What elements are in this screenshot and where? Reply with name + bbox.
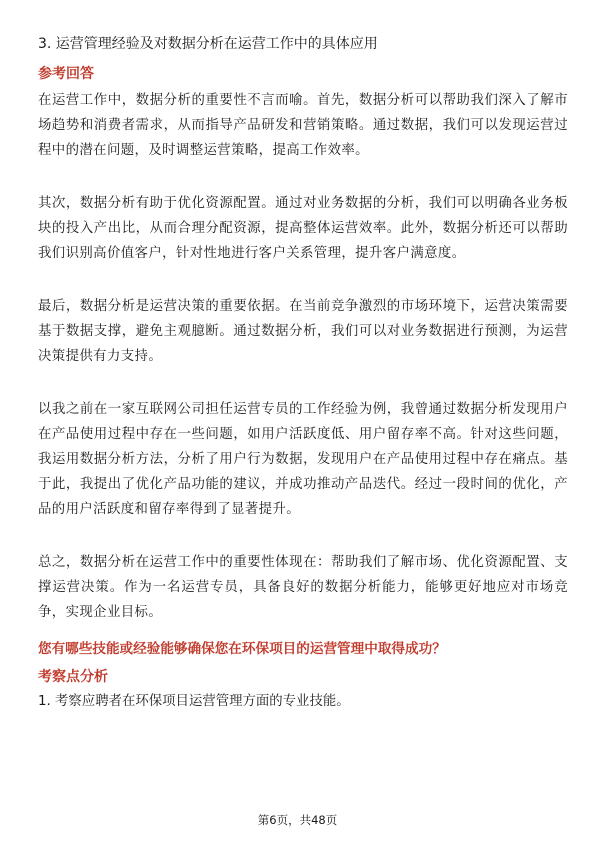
next-question-title: 您有哪些技能或经验能够确保您在环保项目的运营管理中取得成功？	[38, 641, 446, 657]
question-title: 3. 运营管理经验及对数据分析在运营工作中的具体应用	[38, 36, 378, 52]
answer-paragraph: 最后，数据分析是运营决策的重要依据。在当前竞争激烈的市场环境下，运营决策需要基于数据支撑，避免主观臆断。通过数据分析，我们可以对业务数据进行预测，为运营决策提供有力支持。	[38, 299, 568, 364]
answer-paragraph: 在运营工作中，数据分析的重要性不言而喻。首先，数据分析可以帮助我们深入了解市场趋势和消费者需求，从而指导产品研发和营销策略。通过数据，我们可以发现运营过程中的潜在问题，及时调整运营策略，提高工作效率。	[38, 93, 568, 158]
document-page	[38, 34, 568, 713]
page-number: 第6页，共48页	[257, 813, 338, 827]
analysis-label: 考察点分析	[38, 669, 108, 685]
answer-paragraph: 总之，数据分析在运营工作中的重要性体现在：帮助我们了解市场、优化资源配置、支撑运营决策。作为一名运营专员，具备良好的数据分析能力，能够更好地应对市场竞争，实现企业目标。	[38, 555, 568, 620]
answer-label: 参考回答	[38, 66, 94, 82]
analysis-point: 1. 考察应聘者在环保项目运营管理方面的专业技能。	[38, 694, 350, 709]
answer-paragraph: 以我之前在一家互联网公司担任运营专员的工作经验为例，我曾通过数据分析发现用户在产品使用过程中存在一些问题，如用户活跃度低、用户留存率不高。针对这些问题，我运用数据分析方法，分析了用户行为数据，发现用户在产品使用过程中存在痛点。基于此，我提出了优化产品功能的建议，并成功推动产品迭代。经过一段时间的优化，产品的用户活跃度和留存率得到了显著提升。	[38, 402, 568, 517]
answer-paragraph: 其次，数据分析有助于优化资源配置。通过对业务数据的分析，我们可以明确各业务板块的投入产出比，从而合理分配资源，提高整体运营效率。此外，数据分析还可以帮助我们识别高价值客户，针对性地进行客户关系管理，提升客户满意度。	[38, 196, 568, 261]
